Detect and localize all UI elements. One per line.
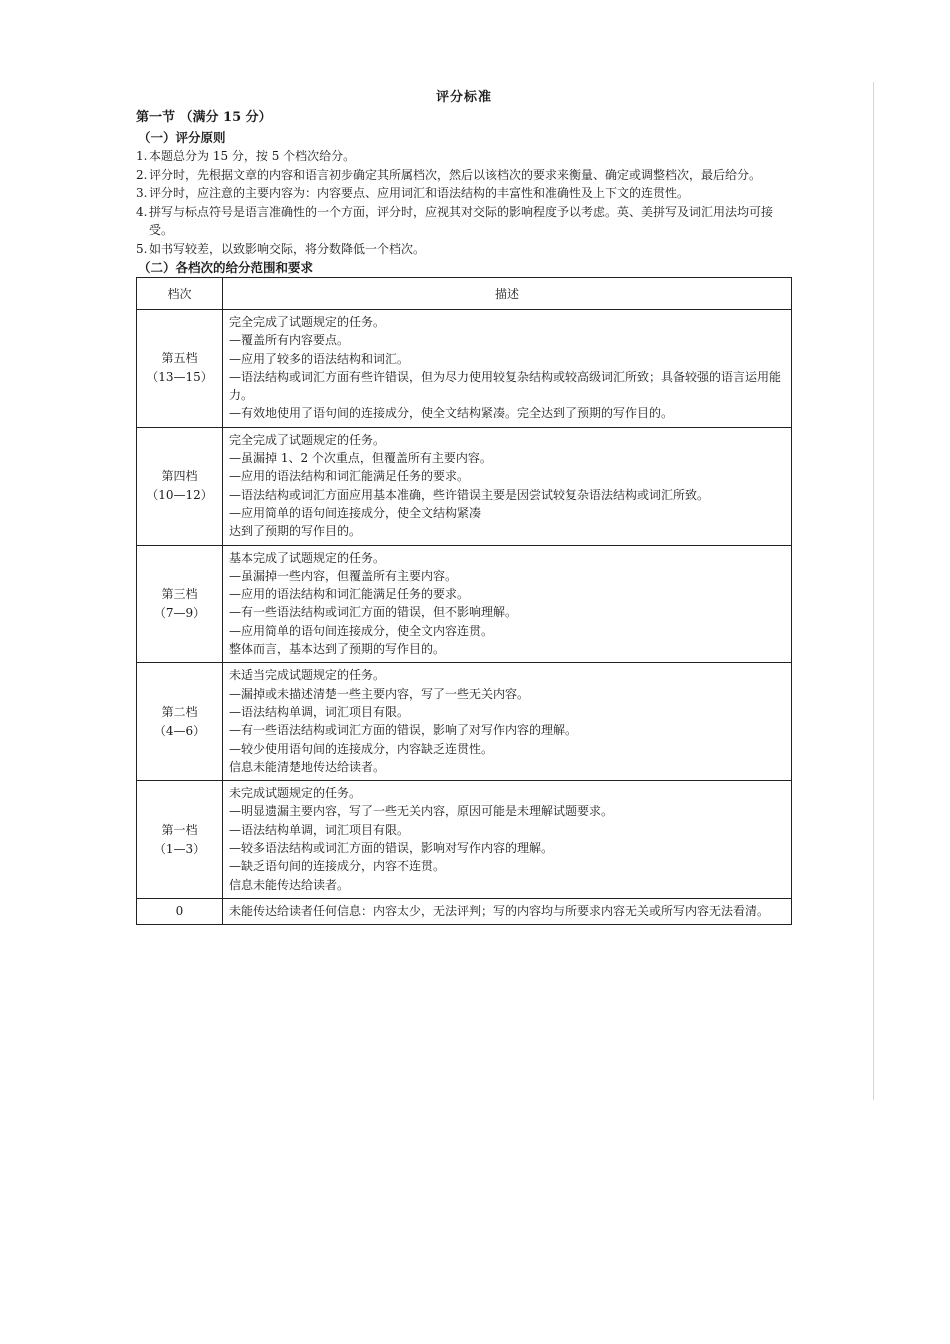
section-title: 第一节 （满分 15 分）: [136, 110, 272, 125]
page-edge-divider: [873, 82, 874, 1100]
description-line: —覆盖所有内容要点。: [229, 333, 350, 348]
description-line: 整体而言，基本达到了预期的写作目的。: [229, 642, 446, 657]
level-cell: [137, 310, 223, 428]
principle-number: 1.: [136, 149, 148, 163]
description-line: 完全完成了试题规定的任务。: [229, 315, 386, 329]
description-line: —较少使用语句间的连接成分，内容缺乏连贯性。: [229, 741, 494, 756]
principles-heading: （一）评分原则: [138, 130, 226, 145]
description-cell: [223, 663, 792, 781]
principle-item: [136, 147, 792, 166]
table-row: [137, 898, 792, 924]
description-line: —漏掉或未描述清楚一些主要内容，写了一些无关内容。: [229, 686, 530, 701]
description-line: 达到了预期的写作目的。: [229, 524, 362, 539]
description-line: 信息未能清楚地传达给读者。: [229, 759, 386, 774]
level-cell: [137, 898, 223, 924]
description-line: —语法结构或词汇方面应用基本准确，些许错误主要是因尝试较复杂语法结构或词汇所致。: [229, 487, 710, 502]
description-line: —应用的语法结构和词汇能满足任务的要求。: [229, 587, 470, 602]
principle-text: 评分时，应注意的主要内容为：内容要点、应用词汇和语法结构的丰富性和准确性及上下文的连贯性。: [149, 186, 690, 200]
description-line: —较多语法结构或词汇方面的错误，影响对写作内容的理解。: [229, 841, 554, 856]
description-line: —虽漏掉一些内容，但覆盖所有主要内容。: [229, 568, 458, 583]
description-line: —缺乏语句间的连接成分，内容不连贯。: [229, 859, 446, 874]
header-level: 档次: [137, 278, 223, 310]
table-header-row: [137, 278, 792, 310]
principle-item: [136, 240, 792, 259]
principle-text: 如书写较差，以致影响交际，将分数降低一个档次。: [149, 241, 426, 256]
description-line: 未完成试题规定的任务。: [229, 786, 362, 801]
description-cell: [223, 310, 792, 428]
principle-number: 3.: [136, 186, 148, 200]
description-line: 信息未能传达给读者。: [229, 877, 350, 892]
description-cell: [223, 545, 792, 663]
document-page: [136, 88, 792, 925]
description-cell: [223, 781, 792, 899]
table-row: [137, 427, 792, 545]
level-cell: [137, 663, 223, 781]
description-line: —语法结构单调，词汇项目有限。: [229, 704, 410, 719]
level-cell: [137, 781, 223, 899]
principle-text: 本题总分为 15 分，按 5 个档次给分。: [149, 149, 356, 163]
description-line: —虽漏掉 1、2 个次重点，但覆盖所有主要内容。: [229, 451, 492, 466]
table-row: [137, 781, 792, 899]
level-cell: [137, 427, 223, 545]
description-line: 完全完成了试题规定的任务。: [229, 432, 386, 447]
table-row: [137, 310, 792, 428]
description-cell: [223, 427, 792, 545]
principle-number: 4.: [136, 204, 148, 219]
level-name: 0: [175, 904, 184, 919]
level-score-range: （7—9）: [153, 605, 206, 620]
description-line: —语法结构单调，词汇项目有限。: [229, 822, 410, 837]
level-score-range: （10—12）: [146, 488, 213, 503]
level-cell: [137, 545, 223, 663]
levels-heading: （二）各档次的给分范围和要求: [138, 260, 314, 275]
level-name: 第三档: [161, 586, 198, 601]
principle-text: 拼写与标点符号是语言准确性的一个方面，评分时，应视其对交际的影响程度予以考虑。英、美拼写及词汇用法均可接受。: [149, 204, 774, 237]
level-name: 第五档: [161, 351, 198, 366]
description-line: 未适当完成试题规定的任务。: [229, 668, 386, 683]
principles-list: [136, 147, 792, 258]
description-line: —应用的语法结构和词汇能满足任务的要求。: [229, 469, 470, 484]
level-name: 第一档: [161, 822, 198, 837]
table-body: [137, 310, 792, 925]
description-line: 基本完成了试题规定的任务。: [229, 550, 386, 565]
table-row: [137, 545, 792, 663]
level-score-range: （1—3）: [153, 841, 206, 856]
description-line: —应用了较多的语法结构和词汇。: [229, 351, 410, 366]
level-score-range: （4—6）: [153, 723, 206, 738]
description-line: —应用简单的语句间连接成分，使全文内容连贯。: [229, 623, 494, 638]
description-cell: [223, 898, 792, 924]
level-name: 第二档: [161, 704, 198, 719]
description-line: —语法结构或词汇方面有些许错误，但为尽力使用较复杂结构或较高级词汇所致；具备较强的语言运用能力。: [229, 369, 782, 403]
header-description: 描述: [223, 278, 792, 310]
principle-text: 评分时，先根据文章的内容和语言初步确定其所属档次，然后以该档次的要求来衡量、确定或调整档次，最后给分。: [149, 167, 762, 182]
description-line: —应用简单的语句间连接成分，使全文结构紧凑: [229, 505, 482, 520]
level-name: 第四档: [161, 469, 198, 484]
principle-item: [136, 203, 792, 240]
description-line: —有一些语法结构或词汇方面的错误，但不影响理解。: [229, 605, 518, 620]
description-line: —有效地使用了语句间的连接成分，使全文结构紧凑。完全达到了预期的写作目的。: [229, 406, 674, 421]
description-line: —有一些语法结构或词汇方面的错误，影响了对写作内容的理解。: [229, 723, 578, 738]
description-line: —明显遗漏主要内容，写了一些无关内容，原因可能是未理解试题要求。: [229, 804, 614, 819]
grading-table: [136, 277, 792, 925]
principle-number: 5.: [136, 241, 148, 256]
document-title: 评分标准: [435, 90, 492, 105]
table-row: [137, 663, 792, 781]
principle-item: [136, 184, 792, 203]
principle-item: [136, 166, 792, 185]
description-line: 未能传达给读者任何信息：内容太少，无法评判；写的内容均与所要求内容无关或所写内容无法看清。: [229, 903, 770, 918]
level-score-range: （13—15）: [146, 370, 213, 385]
principle-number: 2.: [136, 167, 148, 182]
